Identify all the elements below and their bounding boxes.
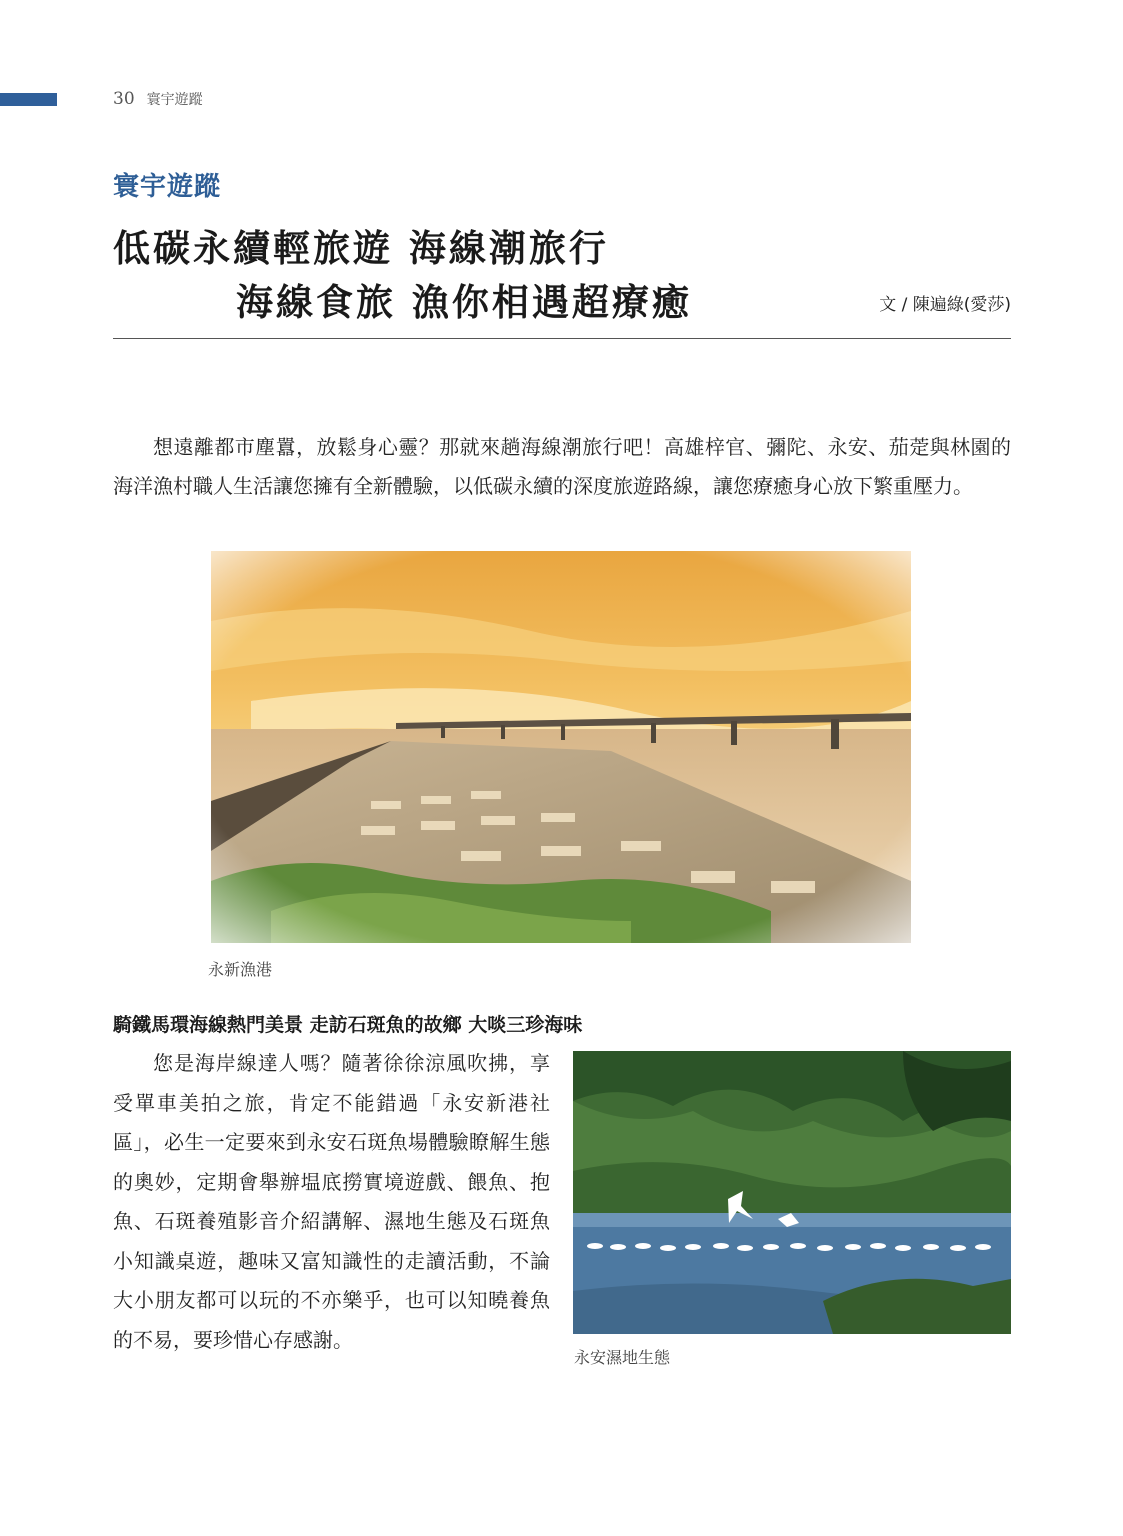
page-edge-tab <box>0 93 57 106</box>
running-head-section: 寰宇遊蹤 <box>146 92 203 108</box>
wetland-photo-illustration <box>573 1051 1011 1334</box>
author-byline: 文 / 陳遍綠(愛莎) <box>879 295 1011 315</box>
section-heading: 騎鐵馬環海線熱門美景 走訪石斑魚的故鄉 大啖三珍海味 <box>113 1014 583 1036</box>
wetland-photo-caption: 永安濕地生態 <box>574 1348 671 1367</box>
harbor-photo <box>211 551 911 943</box>
running-head <box>113 89 203 109</box>
harbor-photo-illustration <box>211 551 911 943</box>
intro-paragraph: 想遠離都市塵囂，放鬆身心靈？那就來趟海線潮旅行吧！高雄梓官、彌陀、永安、茄萣與林園的海洋漁村職人生活讓您擁有全新體驗，以低碳永續的深度旅遊路線，讓您療癒身心放下繁重壓力。 <box>113 435 1011 498</box>
harbor-photo-caption: 永新漁港 <box>208 960 273 979</box>
title-divider <box>113 338 1011 339</box>
article-title-line1: 低碳永續輕旅遊 海線潮旅行 <box>113 227 609 270</box>
section-label: 寰宇遊蹤 <box>113 172 222 202</box>
article-title-line2: 海線食旅 漁你相遇超療癒 <box>236 281 692 324</box>
body-paragraph: 您是海岸線達人嗎？隨著徐徐涼風吹拂，享受單車美拍之旅，肯定不能錯過「永安新港社區」，必生一定要來到永安石斑魚場體驗瞭解生態的奧妙，定期會舉辦塭底撈實境遊戲、餵魚、抱魚、石斑養殖影音介紹講解、濕地生態及石斑魚小知識桌遊，趣味又富知識性的走讀活動，不論大小朋友都可以玩的不亦樂乎，也可以知曉養魚的不易，要珍惜心存感謝。 <box>113 1051 550 1352</box>
page-number: 30 <box>113 89 135 109</box>
wetland-photo <box>573 1051 1011 1334</box>
